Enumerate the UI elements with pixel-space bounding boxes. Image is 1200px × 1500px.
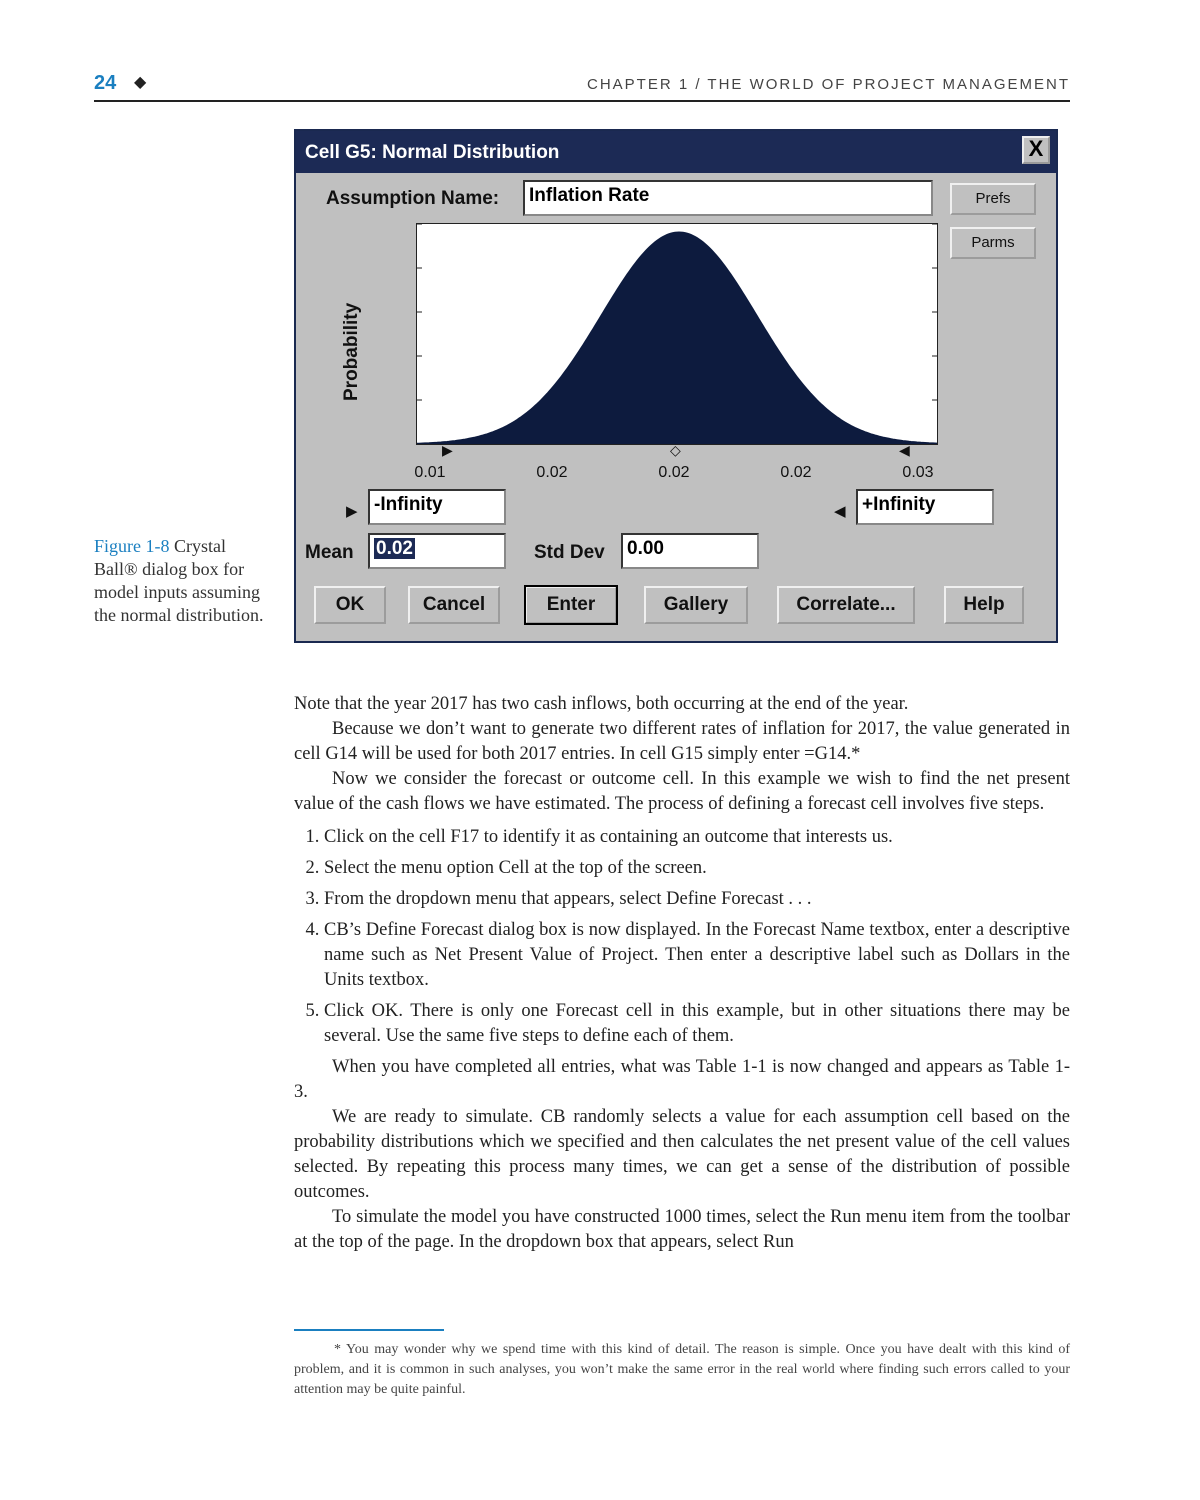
- page-header: [94, 70, 1070, 102]
- footnote-rule: [294, 1329, 444, 1331]
- footnote: * You may wonder why we spend time with this kind of detail. The reason is simple. Once you have dealt with this kind of problem, and it is common in such analyses, you won’t make the same error in the real world where finding such errors called to your attention may be quite painful.: [294, 1342, 1070, 1397]
- x-tick-label: 0.02: [780, 464, 812, 481]
- correlate-button[interactable]: Correlate...: [777, 586, 915, 624]
- figure-caption-text: Crystal Ball® dialog box for model inputs assuming the normal distribution.: [94, 536, 264, 625]
- body-text: [294, 692, 1070, 1255]
- normal-curve: [417, 232, 937, 444]
- paragraph: Because we don’t want to generate two different rates of inflation for 2017, the value generated in cell G14 will be used for both 2017 entries. In cell G15 simply enter =G14.*: [294, 719, 1070, 764]
- list-item: 1. Click on the cell F17 to identify it as containing an outcome that interests us.: [324, 825, 1070, 850]
- enter-button[interactable]: Enter: [525, 586, 617, 624]
- prefs-button[interactable]: Prefs: [950, 183, 1036, 215]
- steps-list: [294, 825, 1070, 1049]
- x-tick-label: 0.02: [536, 464, 568, 481]
- header-bullet: ◆: [134, 74, 147, 91]
- gallery-button[interactable]: Gallery: [644, 586, 748, 624]
- paragraph: To simulate the model you have constructed 1000 times, select the Run menu item from the toolbar at the top of the page. In the dropdown box that appears, select Run: [294, 1207, 1070, 1252]
- list-item: 5. Click OK. There is only one Forecast cell in this example, but in other situations there may be several. Use the same five steps to define each of them.: [324, 999, 1070, 1049]
- paragraph: When you have completed all entries, what was Table 1-1 is now changed and appears as Table 1-3.: [294, 1057, 1070, 1102]
- cancel-button[interactable]: Cancel: [408, 586, 500, 624]
- mean-label: Mean: [305, 542, 354, 563]
- close-icon[interactable]: X: [1022, 136, 1050, 164]
- parms-button[interactable]: Parms: [950, 227, 1036, 259]
- lower-marker-icon[interactable]: ▶: [442, 442, 453, 458]
- chapter-title: CHAPTER 1 / THE WORLD OF PROJECT MANAGEMENT: [587, 76, 1070, 93]
- paragraph: We are ready to simulate. CB randomly selects a value for each assumption cell based on the probability distributions which we specified and then calculates the net present value of the cell values selected. By repeating this process many times, we can get a sense of the distribution of possible outcomes.: [294, 1107, 1070, 1202]
- figure-label: Figure 1-8: [94, 536, 170, 556]
- dialog-titlebar: [296, 131, 1056, 173]
- normal-distribution-dialog: [294, 129, 1058, 643]
- help-button[interactable]: Help: [944, 586, 1024, 624]
- page-number: 24: [94, 72, 117, 94]
- normal-curve-chart: [417, 224, 937, 444]
- x-tick-label: 0.02: [658, 464, 690, 481]
- upper-marker-icon[interactable]: ◀: [899, 442, 910, 458]
- list-item: 3. From the dropdown menu that appears, select Define Forecast . . .: [324, 887, 1070, 912]
- assumption-name-input[interactable]: Inflation Rate: [523, 180, 933, 216]
- mean-input[interactable]: [368, 533, 506, 569]
- list-item: 4. CB’s Define Forecast dialog box is now displayed. In the Forecast Name textbox, enter a descriptive name such as Net Present Value of Project. Then enter a descriptive label such as Dollars in the Units textbox.: [324, 918, 1070, 993]
- probability-axis-label: Probability: [341, 302, 362, 401]
- figure-caption: [94, 535, 274, 627]
- upper-bound-input[interactable]: +Infinity: [856, 489, 994, 525]
- list-item: 2. Select the menu option Cell at the top of the screen.: [324, 856, 1070, 881]
- std-dev-label: Std Dev: [534, 542, 605, 563]
- upper-bound-arrow-icon: ◀: [834, 503, 846, 520]
- x-tick-label: 0.01: [414, 464, 446, 481]
- std-dev-input[interactable]: 0.00: [621, 533, 759, 569]
- paragraph: Note that the year 2017 has two cash inflows, both occurring at the end of the year.: [294, 694, 909, 714]
- distribution-plot: [416, 223, 938, 445]
- assumption-name-label: Assumption Name:: [326, 188, 500, 209]
- lower-bound-arrow-icon: ▶: [346, 503, 358, 520]
- dialog-title: Cell G5: Normal Distribution: [305, 142, 560, 163]
- ok-button[interactable]: OK: [314, 586, 386, 624]
- lower-bound-input[interactable]: -Infinity: [368, 489, 506, 525]
- paragraph: Now we consider the forecast or outcome cell. In this example we wish to find the net present value of the cash flows we have estimated. The process of defining a forecast cell involves five steps.: [294, 769, 1070, 814]
- mean-value: 0.02: [376, 538, 413, 559]
- x-tick-label: 0.03: [902, 464, 934, 481]
- mean-marker-icon[interactable]: ◇: [670, 442, 681, 458]
